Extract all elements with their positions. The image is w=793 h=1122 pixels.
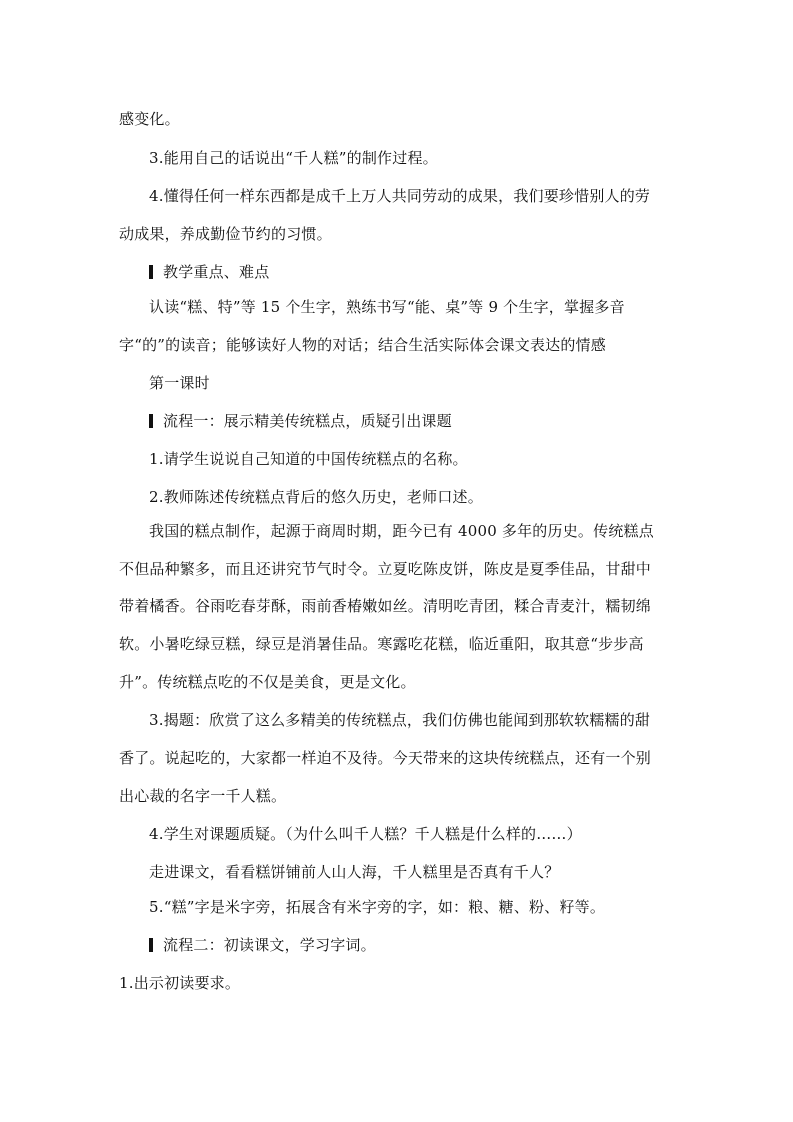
text-line: 4.学生对课题质疑。（为什么叫千人糕？千人糕是什么样的……） xyxy=(149,825,582,843)
heading-text: 教学重点、难点 xyxy=(163,263,270,281)
text-line: 字“的”的读音；能够读好人物的对话；结合生活实际体会课文表达的情感 xyxy=(119,336,606,354)
text-line: 走进课文，看看糕饼铺前人山人海，千人糕里是否真有千人？ xyxy=(149,863,560,881)
text-line: 1.请学生说说自己知道的中国传统糕点的名称。 xyxy=(149,450,468,468)
heading-text: 流程一：展示精美传统糕点，质疑引出课题 xyxy=(163,412,452,430)
text-line: 软。小暑吃绿豆糕，绿豆是消暑佳品。寒露吃花糕，临近重阳，取其意“步步高 xyxy=(119,635,644,653)
text-line: 2.教师陈述传统糕点背后的悠久历史，老师口述。 xyxy=(149,488,483,506)
section-heading xyxy=(149,411,452,431)
text-line: 香了。说起吃的，大家都一样迫不及待。今天带来的这块传统糕点，还有一个别 xyxy=(119,749,652,767)
text-line: 第一课时 xyxy=(149,374,210,392)
text-line: 1.出示初读要求。 xyxy=(119,974,241,992)
heading-marker xyxy=(149,265,153,279)
text-line: 认读“糕、特”等 15 个生字，熟练书写“能、桌”等 9 个生字，掌握多音 xyxy=(149,298,625,316)
text-line: 5.“糕”字是米字旁，拓展含有米字旁的字，如：粮、糖、粉、籽等。 xyxy=(149,898,606,916)
text-line: 感变化。 xyxy=(119,110,180,128)
heading-marker xyxy=(149,414,153,428)
text-line: 动成果，养成勤俭节约的习惯。 xyxy=(119,225,332,243)
section-heading xyxy=(149,935,376,955)
text-line: 我国的糕点制作，起源于商周时期，距今已有 4000 多年的历史。传统糕点 xyxy=(149,522,654,540)
text-line: 3.能用自己的话说出“千人糕”的制作过程。 xyxy=(149,149,438,167)
section-heading xyxy=(149,262,269,282)
text-line: 4.懂得任何一样东西都是成千上万人共同劳动的成果，我们要珍惜别人的劳 xyxy=(149,187,651,205)
heading-marker xyxy=(149,938,153,952)
heading-text: 流程二：初读课文，学习字词。 xyxy=(163,936,376,954)
text-line: 升”。传统糕点吃的不仅是美食，更是文化。 xyxy=(119,673,416,691)
text-line: 出心裁的名字一千人糕。 xyxy=(119,787,287,805)
text-line: 3.揭题：欣赏了这么多精美的传统糕点，我们仿佛也能闻到那软软糯糯的甜 xyxy=(149,711,651,729)
text-line: 不但品种繁多，而且还讲究节气时令。立夏吃陈皮饼，陈皮是夏季佳品，甘甜中 xyxy=(119,560,652,578)
text-line: 带着橘香。谷雨吃春芽酥，雨前香椿嫩如丝。清明吃青团，糅合青麦汁，糯韧绵 xyxy=(119,597,652,615)
